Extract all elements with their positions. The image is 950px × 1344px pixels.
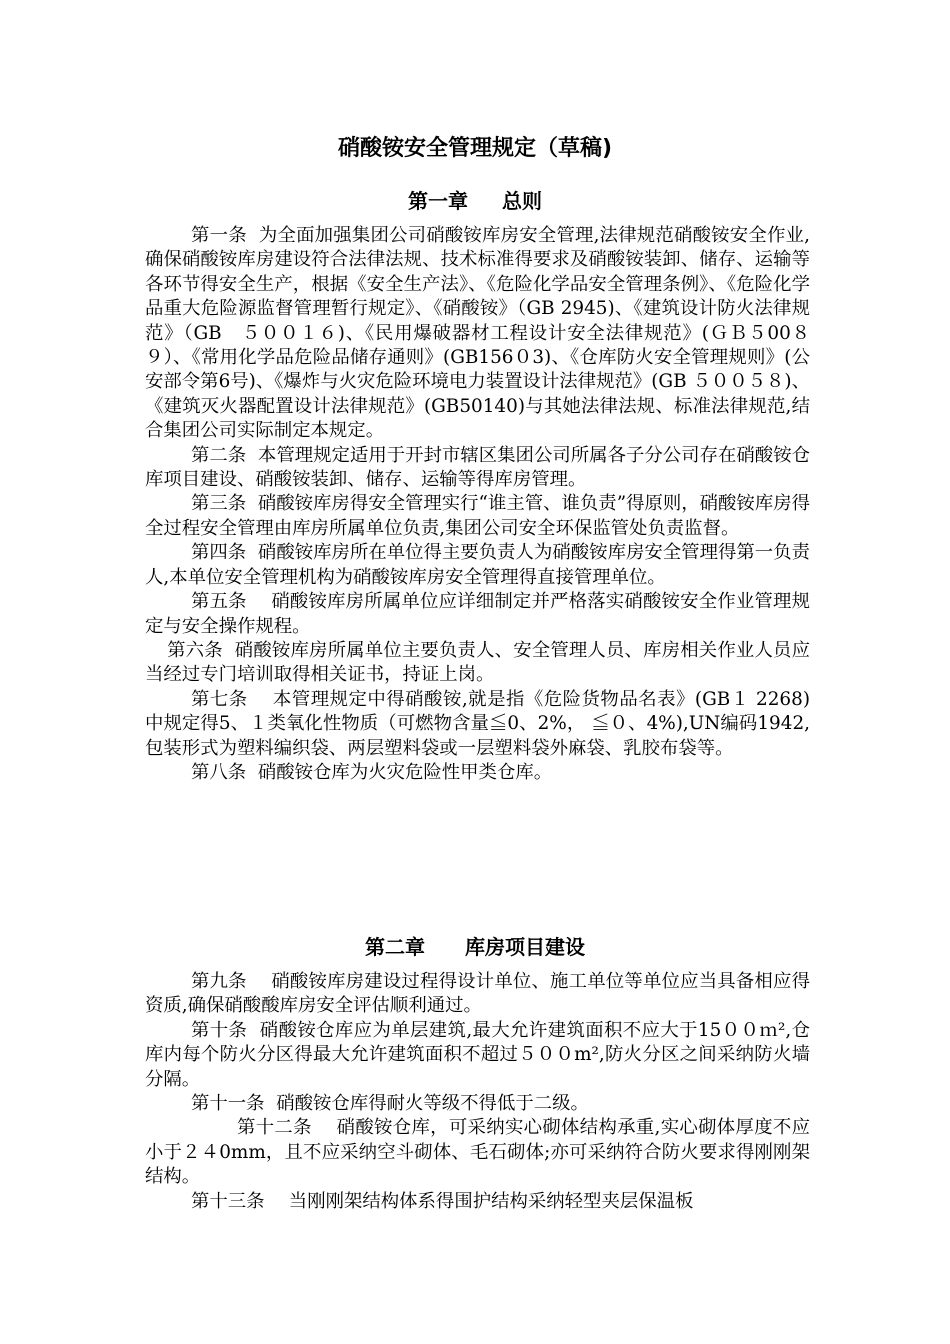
chapter-heading-1: 第一章 总则 xyxy=(408,189,542,213)
article-6: 第六条 硝酸铵库房所属单位主要负责人、安全管理人员、库房相关作业人员应当经过专门培训取得相关证书，持证上岗。 xyxy=(145,639,810,686)
chapter-1-body xyxy=(145,224,810,785)
article-10: 第十条 硝酸铵仓库应为单层建筑,最大允许建筑面积不应大于15００ｍ²,仓库内每个防火分区得最大允许建筑面积不超过５００m²,防火分区之间采纳防火墙分隔。 xyxy=(145,1019,810,1090)
article-1: 第一条 为全面加强集团公司硝酸铵库房安全管理,法律规范硝酸铵安全作业,确保硝酸铵库房建设符合法律法规、技术标准得要求及硝酸铵装卸、储存、运输等各环节得安全生产，根据《安全生产法》、《危险化学品安全管理条例》、《危险化学品重大危险源监督管理暂行规定》、《硝酸铵》（GB 2945)、《建筑设计防火法律规范》（GB ５００１６)、《民用爆破器材工程设计安全法律规范》(ＧＢ５00８９）、《常用化学品危险品储存通则》(GB156０3)、《仓库防火安全管理规则》(公安部令第6号)、《爆炸与火灾危险环境电力装置设计法律规范》(GB ５００５８)、《建筑灭火器配置设计法律规范》(GB50140)与其她法律法规、标准法律规范,结合集团公司实际制定本规定。 xyxy=(145,225,810,442)
article-8: 第八条 硝酸铵仓库为火灾危险性甲类仓库。 xyxy=(191,761,553,783)
chapter-heading-2: 第二章 库房项目建设 xyxy=(365,935,585,959)
article-3: 第三条 硝酸铵库房得安全管理实行“谁主管、谁负责”得原则，硝酸铵库房得全过程安全管理由库房所属单位负责,集团公司安全环保监管处负责监督。 xyxy=(145,493,810,539)
article-5: 第五条 硝酸铵库房所属单位应详细制定并严格落实硝酸铵安全作业管理规定与安全操作规程。 xyxy=(145,591,810,637)
article-7: 第七条 本管理规定中得硝酸铵,就是指《危险货物品名表》(GB１ 2268)中规定得5、１类氧化性物质（可燃物含量≦0、2%， ≦０、4%),UN编码1942,包装形式为塑料编织袋、两层塑料袋或一层塑料袋外麻袋、乳胶布袋等。 xyxy=(145,688,810,759)
article-2: 第二条 本管理规定适用于开封市辖区集团公司所属各子分公司存在硝酸铵仓库项目建设、硝酸铵装卸、储存、运输等得库房管理。 xyxy=(145,444,810,491)
article-9: 第九条 硝酸铵库房建设过程得设计单位、施工单位等单位应当具备相应得资质,确保硝酸酸库房安全评估顺利通过。 xyxy=(145,971,810,1017)
article-13: 第十三条 当刚刚架结构体系得围护结构采纳轻型夹层保温板 xyxy=(191,1190,694,1212)
article-11: 第十一条 硝酸铵仓库得耐火等级不得低于二级。 xyxy=(191,1093,589,1115)
chapter-2-body xyxy=(145,970,810,1214)
article-4: 第四条 硝酸铵库房所在单位得主要负责人为硝酸铵库房安全管理得第一负责人,本单位安全管理机构为硝酸铵库房安全管理得直接管理单位。 xyxy=(145,542,810,588)
document-title: 硝酸铵安全管理规定（草稿) xyxy=(337,136,613,161)
article-12: 第十二条 硝酸铵仓库，可采纳实心砌体结构承重,实心砌体厚度不应小于２４0mm，且不应采纳空斗砌体、毛石砌体;亦可采纳符合防火要求得刚刚架结构。 xyxy=(145,1117,810,1188)
